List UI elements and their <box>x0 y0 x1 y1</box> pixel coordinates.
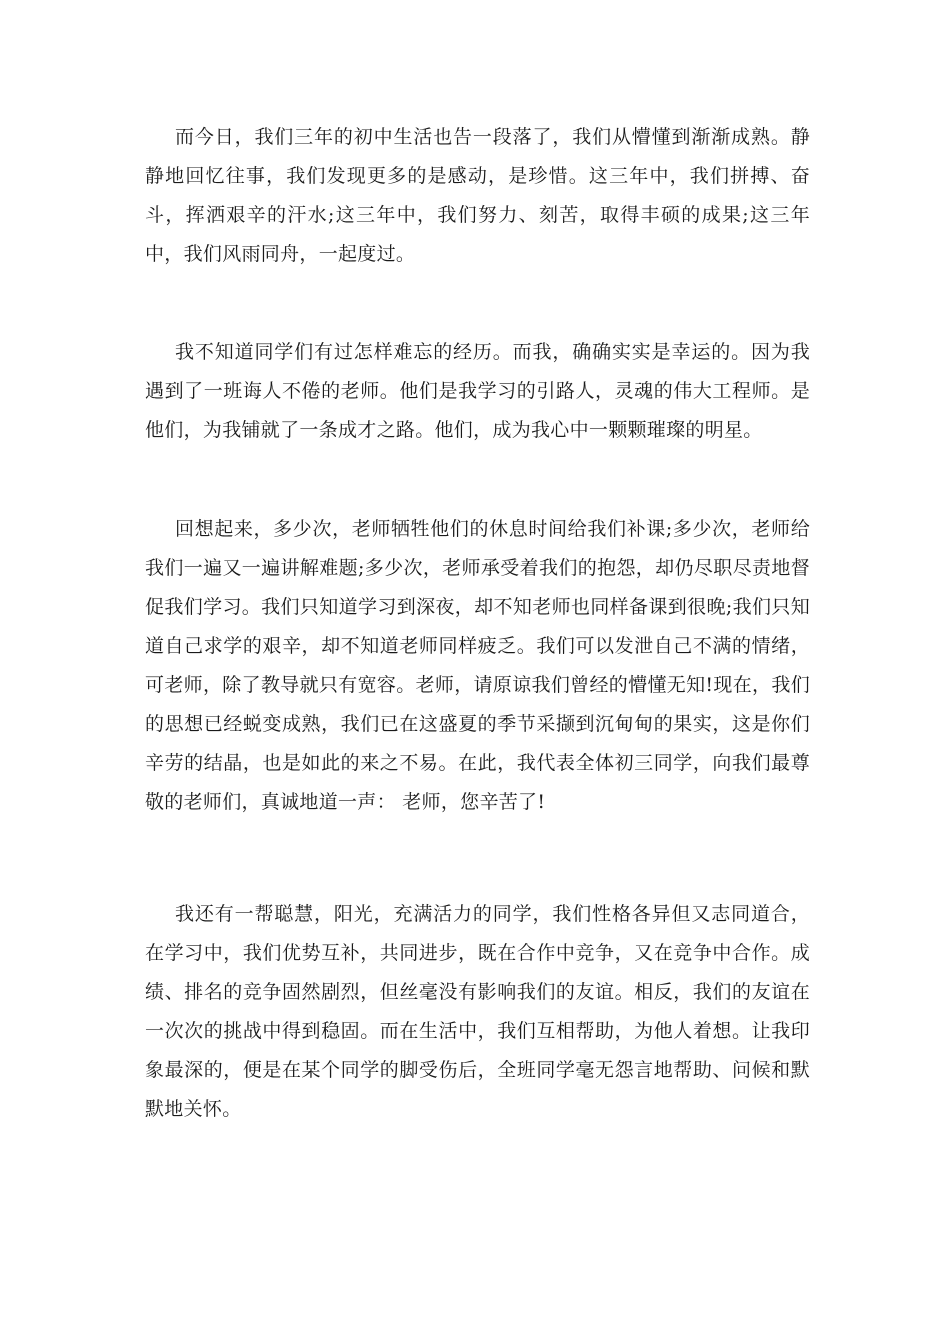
paragraph-3: 回想起来，多少次，老师牺牲他们的休息时间给我们补课;多少次，老师给我们一遍又一遍讲解难题;多少次，老师承受着我们的抱怨，却仍尽职尽责地督促我们学习。我们只知道学习到深夜，却不知老师也同样备课到很晚;我们只知道自己求学的艰辛，却不知道老师同样疲乏。我们可以发泄自己不满的情绪，可老师，除了教导就只有宽容。老师，请原谅我们曾经的懵懂无知!现在，我们的思想已经蜕变成熟，我们已在这盛夏的季节采撷到沉甸甸的果实，这是你们辛劳的结晶，也是如此的来之不易。在此，我代表全体初三同学，向我们最尊敬的老师们，真诚地道一声： 老师，您辛苦了! <box>145 518 810 813</box>
paragraph-4: 我还有一帮聪慧，阳光，充满活力的同学，我们性格各异但又志同道合，在学习中，我们优势互补，共同进步，既在合作中竞争，又在竞争中合作。成绩、排名的竞争固然剧烈，但丝毫没有影响我们的友谊。相反，我们的友谊在一次次的挑战中得到稳固。而在生活中，我们互相帮助，为他人着想。让我印象最深的，便是在某个同学的脚受伤后，全班同学毫无怨言地帮助、问候和默默地关怀。 <box>145 903 810 1120</box>
paragraph-1: 而今日，我们三年的初中生活也告一段落了，我们从懵懂到渐渐成熟。静静地回忆往事，我们发现更多的是感动，是珍惜。这三年中，我们拼搏、奋斗，挥洒艰辛的汗水;这三年中，我们努力、刻苦，取得丰硕的成果;这三年中，我们风雨同舟，一起度过。 <box>145 126 810 265</box>
paragraph-2: 我不知道同学们有过怎样难忘的经历。而我，确确实实是幸运的。因为我遇到了一班诲人不倦的老师。他们是我学习的引路人，灵魂的伟大工程师。是他们，为我铺就了一条成才之路。他们，成为我心中一颗颗璀璨的明星。 <box>145 341 810 441</box>
